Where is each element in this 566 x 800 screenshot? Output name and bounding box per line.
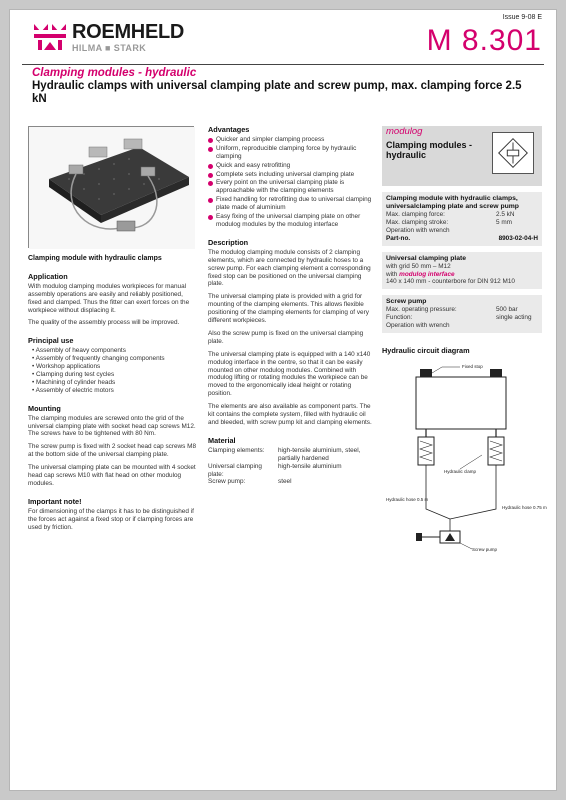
middle-column	[208, 126, 374, 486]
description-text-5: The elements are also available as component parts. The kit contains the complete system, filled with hydraulic oil and bleeded, with screw pump kit and clamping elements.	[208, 403, 372, 426]
fixed-stop-label: Fixed stop	[462, 363, 483, 369]
list-item: • Assembly of frequently changing components	[32, 355, 165, 363]
hose-right-label: Hydraulic hose 0.75 m	[502, 504, 547, 510]
right-column	[382, 126, 548, 572]
important-note-heading: Important note!	[28, 496, 82, 506]
mounting-heading: Mounting	[28, 403, 61, 413]
spec-row: Max. clamping force: 2.5 kN	[386, 211, 515, 218]
important-note-text: For dimensioning of the clamps it has to be distinguished if the forces act against a fixed stop or if clamping forces are used by friction.	[28, 507, 194, 531]
application-text: With modulog clamping modules workpieces for manual assembly operations are easily and reliably positioned, fixed and clamped. Thus the fitter can exert forces on the workpiece without displacing it.	[28, 282, 190, 314]
issue-label: Issue 9-08 E	[502, 14, 542, 21]
brand-name: ROEMHELD	[72, 21, 185, 43]
hydraulic-circuit-diagram	[382, 359, 547, 569]
spec-clamping-module	[382, 192, 542, 246]
hydraulic-clamp-label: Hydraulic clamp	[444, 468, 477, 474]
spec-note: Operation with wrench	[386, 226, 450, 234]
list-item: Quick and easy retrofitting	[208, 162, 374, 170]
spec-note: Operation with wrench	[386, 322, 450, 330]
hose-left-label: Hydraulic hose 0.5 m	[386, 496, 429, 502]
principal-use-list	[28, 347, 196, 394]
left-column	[28, 126, 196, 536]
spec-title: Clamping module with hydraulic clamps, universalclamping plate and screw pump	[386, 195, 519, 210]
spec-universal-plate	[382, 252, 542, 290]
document-number: M 8.301	[426, 24, 542, 57]
list-item: • Assembly of heavy components	[32, 347, 126, 355]
spec-screw-pump	[382, 295, 542, 333]
spec-title: Screw pump	[386, 298, 427, 306]
screw-pump-label: Screw pump	[472, 546, 498, 552]
list-item: • Workshop applications	[32, 363, 101, 371]
spec-title: Universal clamping plate	[386, 254, 467, 262]
list-item: • Assembly of electric motors	[32, 386, 114, 394]
category-title: Clamping modules - hydraulic	[32, 67, 197, 79]
description-text-3: Also the screw pump is fixed on the universal clamping plate.	[208, 329, 364, 345]
list-item: Quicker and simpler clamping process	[208, 136, 374, 144]
description-text-4: The universal clamping plate is equipped with a 140 x140 modulog interface in the centre, so that it can be easily mounted on other modulog modules. Combined with modulog lifting or rotating modules the workpiece can be moved to the ergonomically ideal height or rotating position.	[208, 350, 371, 398]
description-text-2: The universal clamping plate is provided with a grid for mounting of the clamping elements. This allows flexible positioning of the clamping elements for clamping of very different workpieces.	[208, 293, 369, 325]
spec-row: Max. operating pressure: 500 bar	[386, 306, 518, 314]
photo-caption: Clamping module with hydraulic clamps	[28, 255, 162, 262]
list-item: Complete sets including universal clamping plate	[208, 171, 374, 179]
product-photo	[28, 126, 194, 248]
diagram-title: Hydraulic circuit diagram	[382, 346, 470, 356]
datasheet-page	[9, 9, 557, 791]
spec-line: 140 x 140 mm - counterbore for DIN 912 M10	[386, 278, 515, 286]
list-item: Uniform, reproducible clamping force by hydraulic clamping	[208, 145, 374, 161]
material-heading: Material	[208, 435, 236, 445]
list-item: Every point on the universal clamping plate is approachable with the clamping elements	[208, 179, 374, 195]
material-table	[208, 447, 374, 487]
table-row: Screw pump: steel	[208, 478, 292, 486]
application-text-2: The quality of the assembly process will be improved.	[28, 319, 180, 327]
modulog-header-box	[382, 126, 542, 186]
roemheld-logo	[32, 20, 68, 54]
list-item: Easy fixing of the universal clamping plate on other modulog modules by the modulog interface	[208, 213, 374, 229]
clamp-symbol-icon	[492, 132, 534, 174]
spec-row: Function: single acting	[386, 314, 532, 322]
list-item: Fixed handling for retrofitting due to universal clamping plate made of aluminium	[208, 196, 374, 212]
table-row: Clamping elements: high-tensile aluminium, steel, partially hardened	[208, 446, 361, 462]
modulog-title: Clamping modules - hydraulic	[386, 140, 473, 160]
modulog-word: modulog	[386, 126, 423, 137]
mounting-text-2: The screw pump is fixed with 2 socket head cap screws M8 at the bottom side of the universal clamping plate.	[28, 443, 197, 459]
main-title: Hydraulic clamps with universal clamping plate and screw pump, max. clamping force 2.5 kN	[32, 80, 522, 105]
advantages-list	[208, 136, 374, 229]
part-number-row: Part-no. 8903-02-04-H	[386, 234, 538, 242]
spec-row: Max. clamping stroke: 5 mm	[386, 218, 512, 226]
advantages-heading: Advantages	[208, 125, 250, 134]
table-row: Universal clamping plate: high-tensile aluminium	[208, 462, 342, 478]
list-item: • Machining of cylinder heads	[32, 378, 116, 386]
spec-line: with grid 50 mm – M12	[386, 262, 451, 270]
spec-line: with modulog interface	[386, 270, 455, 278]
sub-brand: HILMA ■ STARK	[72, 43, 147, 53]
mounting-text-3: The universal clamping plate can be mounted with 4 socket head cap screws M10 with flat head on other modulog modules.	[28, 464, 196, 487]
principal-use-heading: Principal use	[28, 336, 74, 346]
description-text: The modulog clamping module consists of 2 clamping elements, which are connected by hydraulic hoses to a screw pump. For each clamping element a corresponding fixed stop can be positioned on the universal clamping plate.	[208, 248, 371, 288]
application-heading: Application	[28, 271, 68, 281]
header-rule	[22, 64, 544, 65]
mounting-text: The clamping modules are screwed onto the grid of the universal clamping plate with socket head cap screws M12. The screws have to be tightened with 80 Nm.	[28, 414, 196, 438]
list-item: • Clamping during test cycles	[32, 370, 115, 378]
description-heading: Description	[208, 237, 249, 247]
